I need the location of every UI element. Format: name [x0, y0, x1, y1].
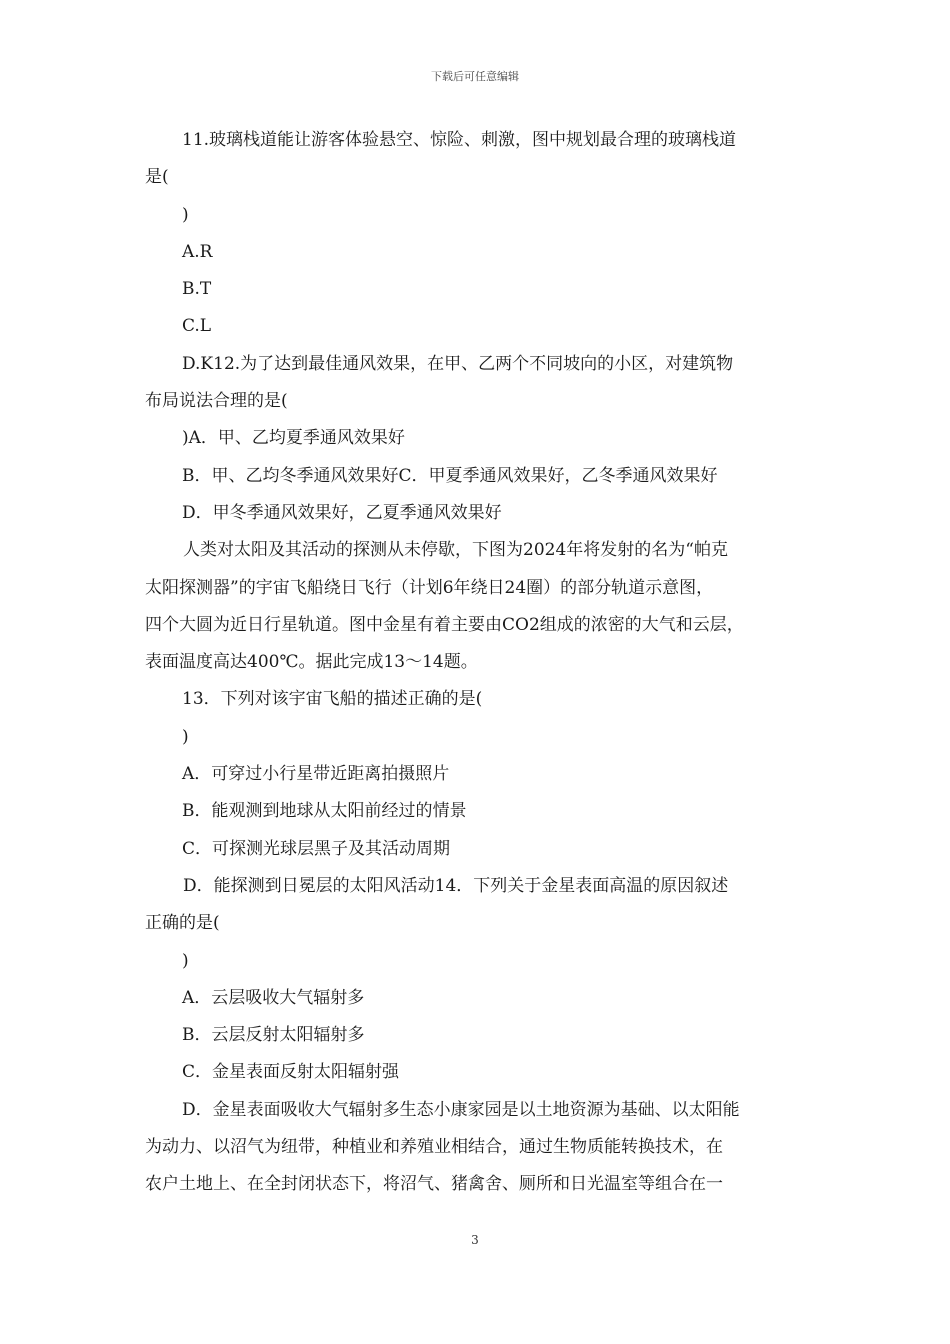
passage-line: 四个大圆为近日行星轨道。图中金星有着主要由CO2组成的浓密的大气和云层，: [145, 614, 744, 635]
option-b: B．能观测到地球从太阳前经过的情景: [182, 801, 467, 822]
option-b: B．云层反射太阳辐射多: [182, 1025, 365, 1046]
document-body: [145, 122, 810, 1204]
option-b-c: B．甲、乙均冬季通风效果好C．甲夏季通风效果好，乙冬季通风效果好: [182, 465, 718, 486]
option-b: B.T: [182, 279, 212, 300]
text-line: 正确的是(: [145, 913, 220, 934]
passage-line: 为动力、以沼气为纽带，种植业和养殖业相结合，通过生物质能转换技术，在: [145, 1137, 723, 1158]
passage-line: 人类对太阳及其活动的探测从未停歇，下图为2024年将发射的名为“帕克: [183, 540, 728, 561]
passage-line: 太阳探测器”的宇宙飞船绕日飞行（计划6年绕日24圈）的部分轨道示意图，: [145, 577, 714, 598]
text-line: 布局说法合理的是(: [145, 391, 288, 412]
option-a: A．云层吸收大气辐射多: [182, 987, 365, 1008]
option-a: A.R: [182, 241, 213, 262]
text-line-q11: 11.玻璃栈道能让游客体验悬空、惊险、刺激，图中规划最合理的玻璃栈道: [182, 130, 737, 150]
page-header: 下载后可任意编辑: [431, 70, 519, 83]
text-line-q13: 13．下列对该宇宙飞船的描述正确的是(: [182, 689, 483, 710]
option-a: A．可穿过小行星带近距离拍摄照片: [182, 764, 450, 785]
text-line: ): [182, 726, 189, 747]
passage-line: 表面温度高达400℃。据此完成13～14题。: [145, 652, 478, 673]
passage-line: 农户土地上、在全封闭状态下，将沼气、猪禽舍、厕所和日光温室等组合在一: [145, 1174, 723, 1195]
option-c: C．金星表面反射太阳辐射强: [182, 1062, 400, 1083]
option-c: C．可探测光球层黑子及其活动周期: [182, 838, 451, 859]
option-d: D．甲冬季通风效果好，乙夏季通风效果好: [182, 502, 502, 523]
text-line-q12: D.K12.为了达到最佳通风效果，在甲、乙两个不同坡向的小区，对建筑物: [182, 353, 734, 374]
text-line: ): [182, 204, 189, 225]
option-a: )A．甲、乙均夏季通风效果好: [182, 428, 405, 449]
option-d-passage: D．金星表面吸收大气辐射多生态小康家园是以土地资源为基础、以太阳能: [182, 1099, 740, 1120]
option-c: C.L: [182, 316, 212, 337]
text-line: 是(: [145, 167, 169, 188]
text-line-q14: D．能探测到日冕层的太阳风活动14．下列关于金星表面高温的原因叙述: [183, 875, 729, 896]
page-number: 3: [471, 1233, 479, 1247]
text-line: ): [182, 950, 189, 971]
